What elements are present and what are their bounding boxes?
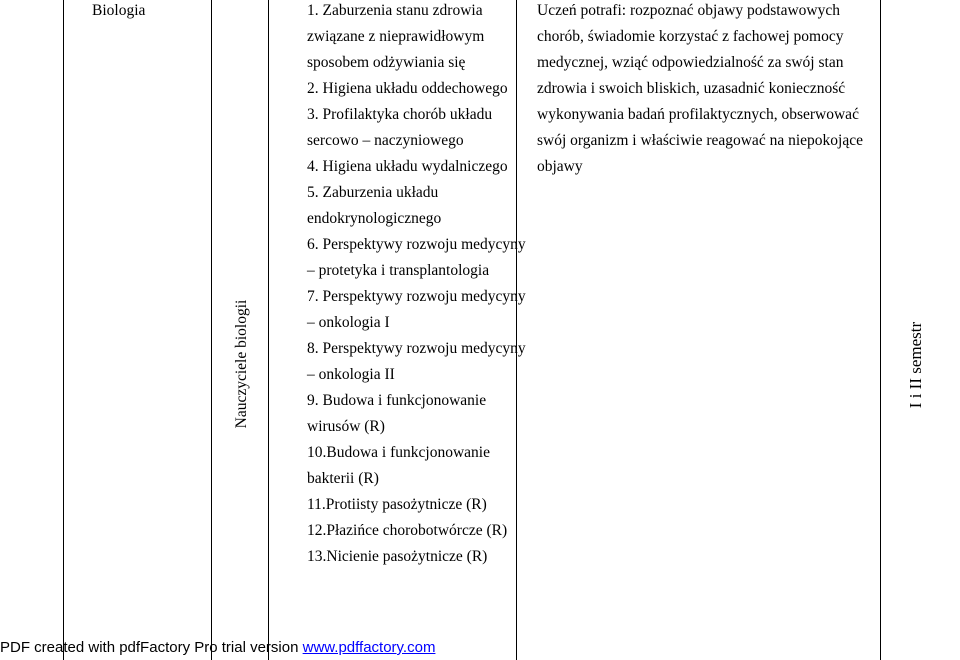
topics-list	[307, 0, 526, 570]
topic-line: 3. Profilaktyka chorób układu	[307, 106, 493, 123]
topic-line: 2. Higiena układu oddechowego	[307, 80, 508, 97]
topic-line: sercowo – naczyniowego	[307, 132, 464, 149]
outcome-line: zdrowia i swoich bliskich, uzasadnić konieczność	[537, 80, 846, 97]
outcome-line: Uczeń potrafi: rozpoznać objawy podstawowych	[537, 2, 840, 19]
outcome-line: wykonywania badań profilaktycznych, obserwować	[537, 106, 859, 123]
term-cell: I i II semestr	[906, 321, 925, 409]
subject-cell: Biologia	[92, 2, 146, 19]
topic-line: bakterii (R)	[307, 470, 379, 487]
topic-line: wirusów (R)	[307, 418, 385, 435]
topic-line: sposobem odżywiania się	[307, 54, 466, 71]
pdf-footer	[0, 638, 435, 658]
topic-line: 11.Protiisty pasożytnicze (R)	[307, 496, 487, 513]
table-divider-4	[880, 0, 881, 660]
table-border-left	[63, 0, 64, 660]
topic-line: związane z nieprawidłowym	[307, 28, 485, 45]
outcome-line: objawy	[537, 158, 583, 175]
topic-line: 5. Zaburzenia układu	[307, 184, 439, 201]
footer-text: PDF created with pdfFactory Pro trial version	[0, 639, 303, 656]
topic-line: 4. Higiena układu wydalniczego	[307, 158, 508, 175]
topic-line: – protetyka i transplantologia	[307, 262, 490, 279]
topic-line: – onkologia II	[307, 366, 395, 383]
footer-link[interactable]: www.pdffactory.com	[302, 639, 436, 656]
topic-line: endokrynologicznego	[307, 210, 442, 227]
topic-line: 9. Budowa i funkcjonowanie	[307, 392, 487, 409]
table-divider-2	[268, 0, 269, 660]
topic-line: 12.Płazińce chorobotwórcze (R)	[307, 522, 508, 539]
teacher-cell: Nauczyciele biologii	[233, 299, 250, 429]
outcome-line: swój organizm i właściwie reagować na niepokojące	[537, 132, 863, 149]
topic-line: 7. Perspektywy rozwoju medycyny	[307, 288, 526, 305]
topic-line: 8. Perspektywy rozwoju medycyny	[307, 340, 526, 357]
topic-line: – onkologia I	[307, 314, 390, 331]
topic-line: 13.Nicienie pasożytnicze (R)	[307, 548, 488, 565]
topic-line: 6. Perspektywy rozwoju medycyny	[307, 236, 526, 253]
topic-line: 10.Budowa i funkcjonowanie	[307, 444, 490, 461]
topic-line: 1. Zaburzenia stanu zdrowia	[307, 2, 483, 19]
table-divider-1	[211, 0, 212, 660]
outcomes-cell	[537, 0, 863, 180]
outcome-line: medycznej, wziąć odpowiedzialność za swój stan	[537, 54, 844, 71]
outcome-line: chorób, świadomie korzystać z fachowej pomocy	[537, 28, 844, 45]
